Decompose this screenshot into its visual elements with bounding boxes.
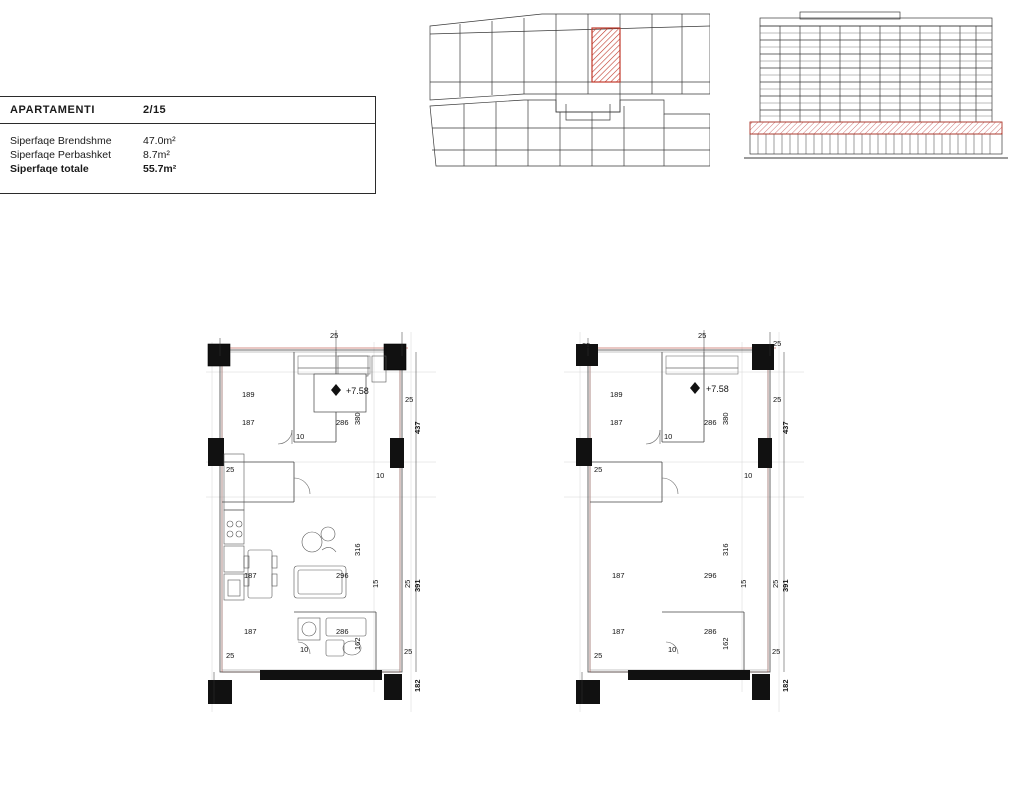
elevation-highlight-band — [750, 122, 1002, 134]
wall-pier — [752, 344, 774, 370]
level-marker-shell — [690, 382, 729, 394]
dim-text: 187 — [612, 627, 625, 636]
dim-text: 10 — [296, 432, 305, 441]
dim-text: 316 — [353, 543, 362, 556]
wall-pier — [758, 438, 772, 468]
dim-text: 286 — [336, 627, 349, 636]
dim-text: 25 — [226, 651, 235, 660]
apartment-code: 2/15 — [143, 104, 167, 116]
wall-pier — [208, 680, 232, 704]
dim-text: 25 — [772, 647, 781, 656]
dim-text: 380 — [721, 412, 730, 425]
level-value: +7.58 — [346, 386, 369, 396]
titleblock-rule-mid — [0, 123, 376, 124]
floor-plan-shell — [554, 312, 824, 722]
wall-pier — [384, 674, 402, 700]
dim-text: 296 — [336, 571, 349, 580]
dim-text: 380 — [353, 412, 362, 425]
dim-text: 182 — [413, 679, 422, 692]
dim-text: 25 — [582, 341, 591, 350]
dim-text: 15 — [371, 579, 380, 588]
dim-text: 10 — [300, 645, 309, 654]
dim-text: 187 — [244, 627, 257, 636]
wall-segment — [260, 670, 382, 680]
area-label-interior: Siperfaqe Brendshme — [10, 135, 112, 147]
dim-text: 391 — [413, 579, 422, 592]
dim-text: 286 — [336, 418, 349, 427]
area-value-total: 55.7m² — [143, 163, 177, 175]
area-value-interior: 47.0m² — [143, 135, 176, 147]
dim-text: 286 — [704, 418, 717, 427]
keyplan-highlighted-unit — [592, 28, 620, 82]
wall-pier — [752, 674, 770, 700]
level-value: +7.58 — [706, 384, 729, 394]
titleblock-rule-top — [0, 96, 376, 97]
dim-text: 10 — [376, 471, 385, 480]
wall-segment — [628, 670, 750, 680]
dim-text: 25 — [226, 465, 235, 474]
area-label-shared: Siperfaqe Perbashket — [10, 149, 111, 161]
wall-pier — [384, 344, 406, 370]
titleblock-rule-bottom — [0, 193, 376, 194]
dim-text: 437 — [781, 421, 790, 434]
dim-text: 25 — [773, 339, 782, 348]
area-row-total — [10, 163, 176, 175]
dim-text: 25 — [403, 579, 412, 588]
dim-text: 162 — [353, 637, 362, 650]
wall-pier — [576, 438, 592, 466]
dim-text: 25 — [405, 395, 414, 404]
dim-text: 391 — [781, 579, 790, 592]
dim-text: 316 — [721, 543, 730, 556]
titleblock — [0, 96, 376, 194]
area-label-total: Siperfaqe totale — [10, 163, 89, 175]
dim-text: 187 — [244, 571, 257, 580]
dim-text: 25 — [330, 331, 339, 340]
dim-text: 25 — [594, 465, 603, 474]
apartment-label: APARTAMENTI — [10, 104, 96, 116]
dim-text: 25 — [698, 331, 707, 340]
dim-text: 187 — [242, 418, 255, 427]
wall-pier — [576, 680, 600, 704]
wall-pier — [208, 344, 230, 366]
dim-text: 189 — [242, 390, 255, 399]
wall-pier — [390, 438, 404, 468]
dim-text: 189 — [610, 390, 623, 399]
dim-text: 286 — [704, 627, 717, 636]
area-value-shared: 8.7m² — [143, 149, 170, 161]
titleblock-divider — [375, 96, 376, 194]
site-key-plan — [424, 8, 710, 168]
dim-text: 162 — [721, 637, 730, 650]
building-elevation — [736, 8, 1016, 168]
dim-text: 25 — [773, 395, 782, 404]
dim-text: 296 — [704, 571, 717, 580]
dim-text: 10 — [668, 645, 677, 654]
floor-plan-furnished — [186, 312, 456, 722]
dim-text: 25 — [594, 651, 603, 660]
dim-text: 10 — [744, 471, 753, 480]
dim-text: 15 — [739, 579, 748, 588]
dim-text: 10 — [664, 432, 673, 441]
dim-text: 187 — [612, 571, 625, 580]
level-marker-furnished — [314, 374, 369, 412]
area-row-shared — [10, 149, 170, 161]
dim-text: 187 — [610, 418, 623, 427]
dim-text: 25 — [771, 579, 780, 588]
area-row-interior — [10, 135, 176, 147]
dim-text: 25 — [404, 647, 413, 656]
dim-text: 437 — [413, 421, 422, 434]
dim-text: 182 — [781, 679, 790, 692]
wall-pier — [208, 438, 224, 466]
